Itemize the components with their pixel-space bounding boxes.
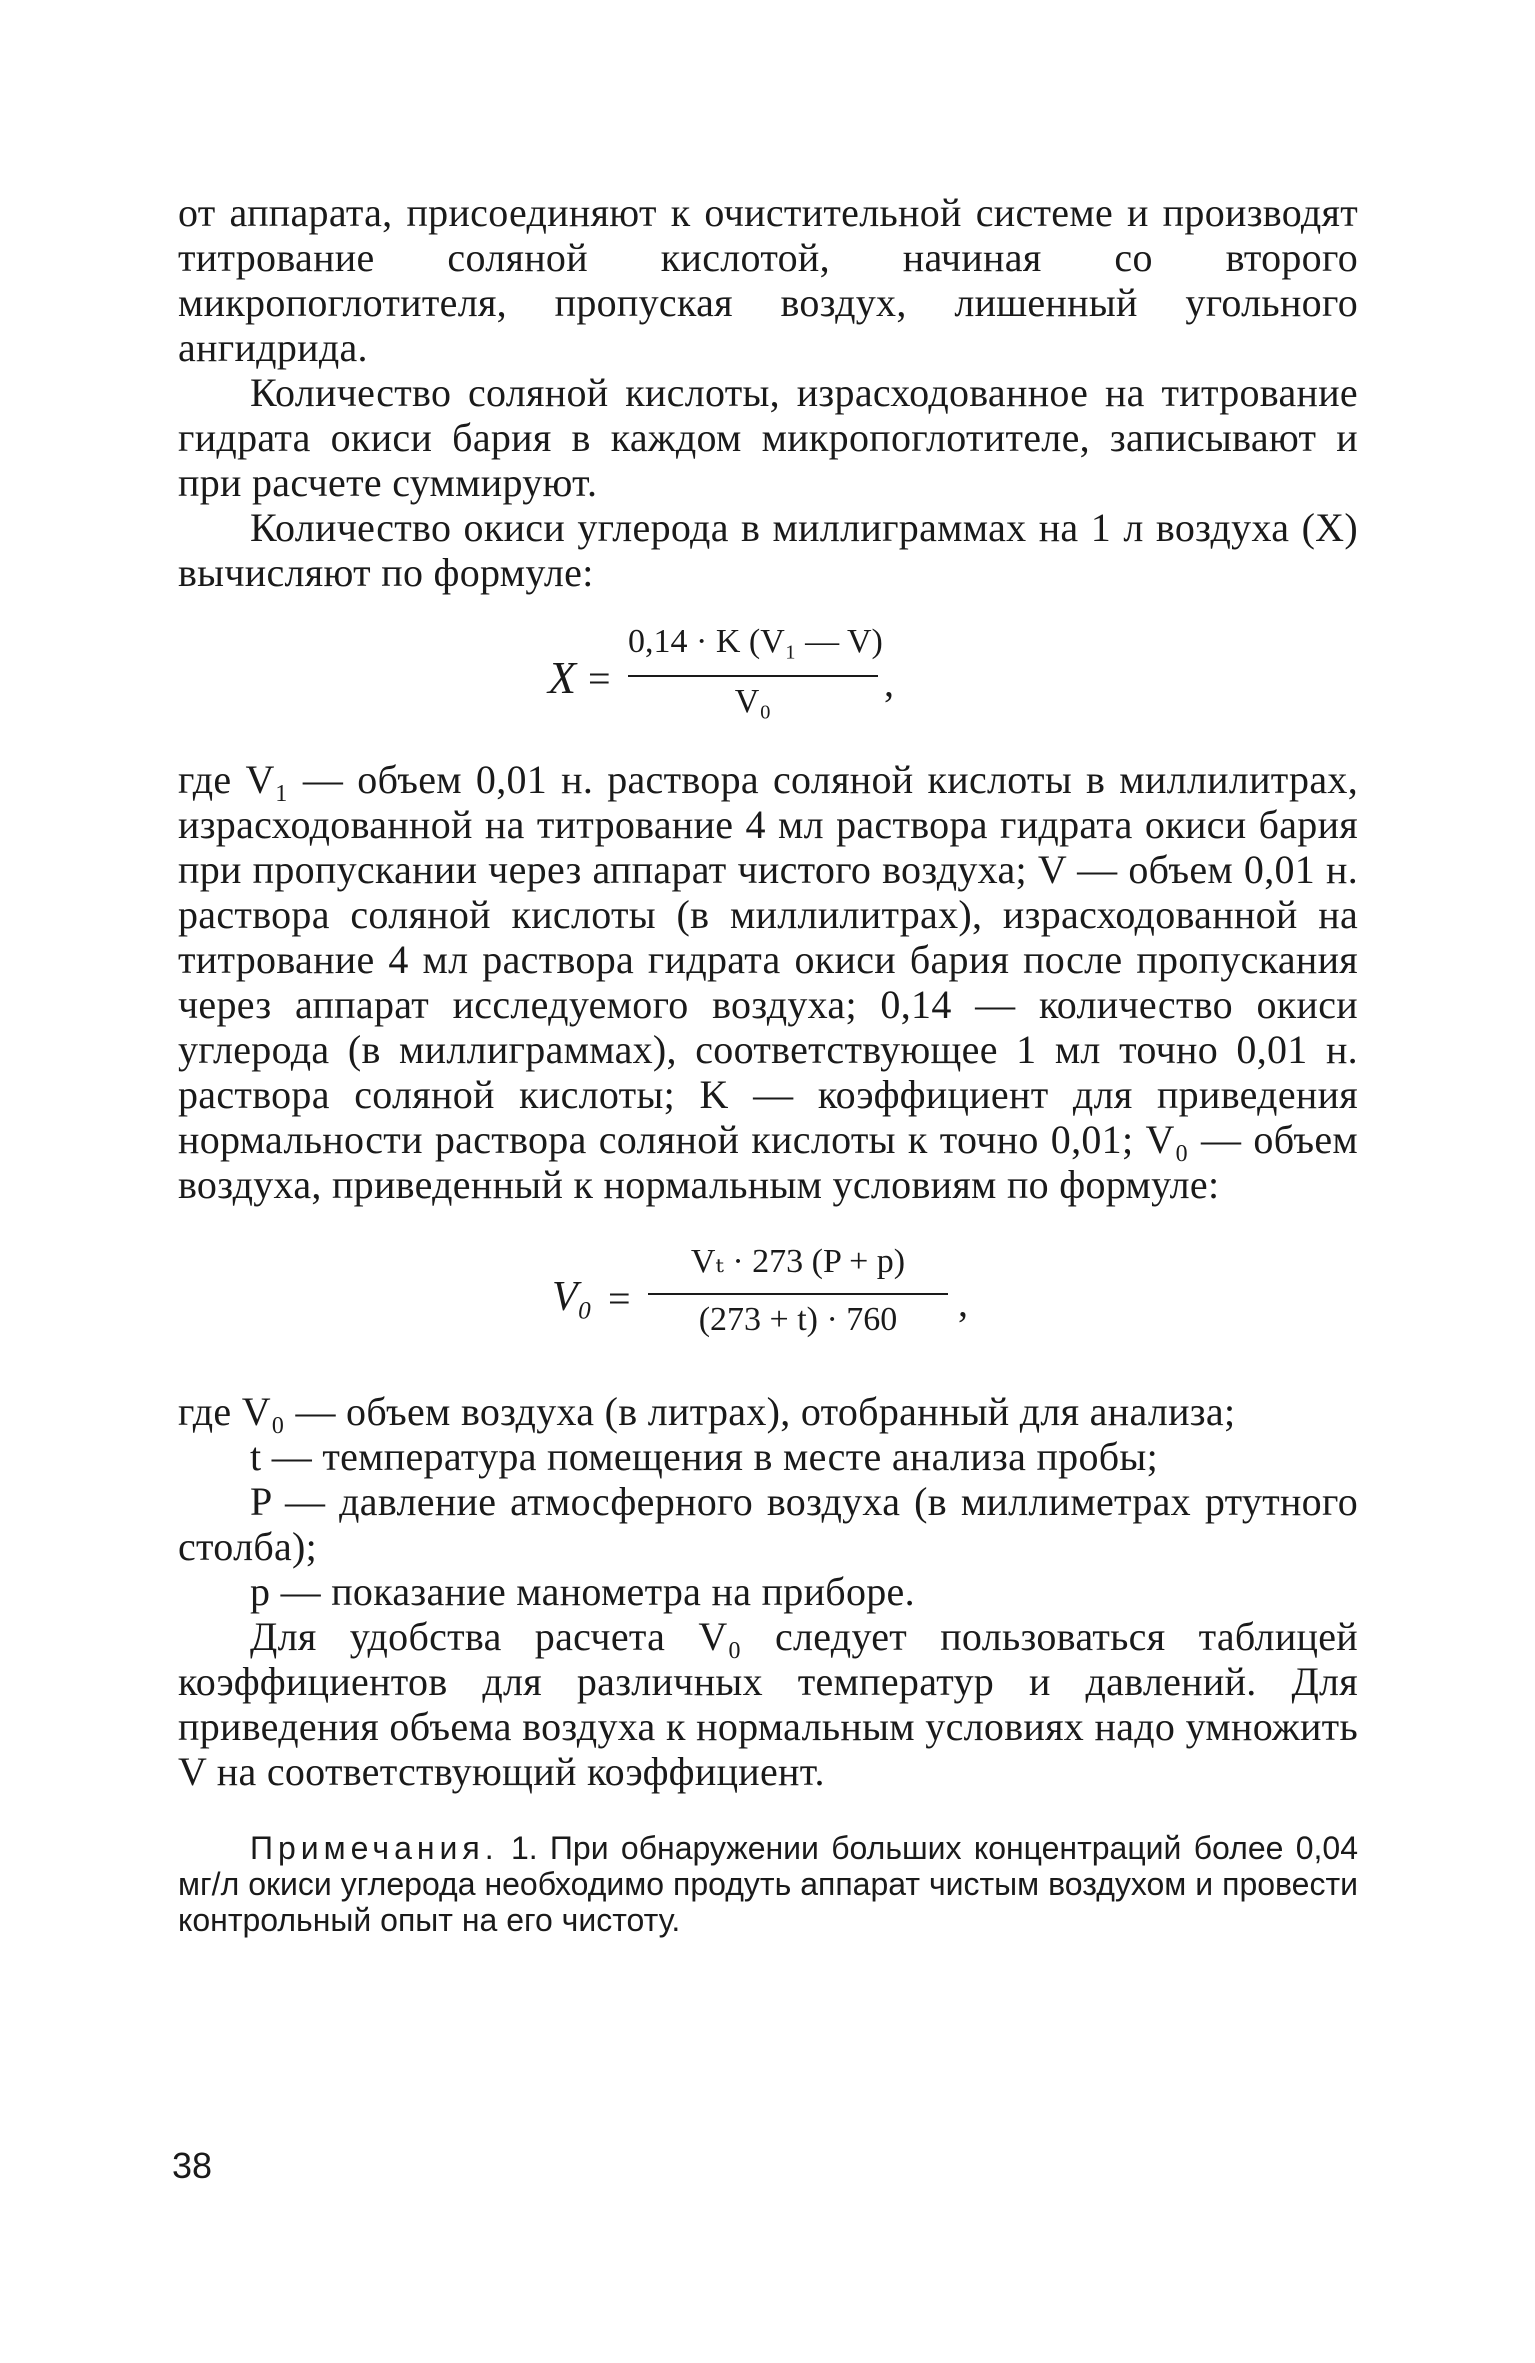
formula-x-fraction-bar xyxy=(628,675,878,677)
paragraph-9: Для удобства расчета V₀ следует пользоваться таблицей коэффициентов для различных температур и давлений. Для приведения объема воздуха к нормальным условиях надо умножить V на соответствующий коэффициент. xyxy=(178,1614,1358,1794)
paragraph-2: Количество соляной кислоты, израсходованное на титрование гидрата окиси бария в каждом микропоглотителе, записывают и при расчете суммируют. xyxy=(178,370,1358,505)
formula-v0-lhs: V₀ xyxy=(552,1274,593,1320)
formula-v0-numerator: Vₜ · 273 (P + p) xyxy=(690,1243,906,1280)
formula-x-denominator: V₀ xyxy=(734,683,772,720)
formula-v0-comma: , xyxy=(958,1280,968,1325)
footnote-label: Примечания. xyxy=(250,1830,499,1866)
footnote xyxy=(178,1830,1358,1938)
definition-v0: где V₀ — объем воздуха (в литрах), отобранный для анализа; xyxy=(178,1389,1236,1434)
footnote-text: 1. При обнаружении больших концентраций более 0,04 мг/л окиси углерода необходимо продуть аппарат чистым воздухом и провести контрольный опыт на его чистоту. xyxy=(178,1830,1358,1938)
page-body xyxy=(178,190,1358,1970)
formula-x-equals: = xyxy=(588,656,611,701)
paragraph-1: от аппарата, присоединяют к очистительной системе и производят титрование соляной кислотой, начиная со второго микропоглотителя, пропуская воздух, лишенный угольного ангидрида. xyxy=(178,190,1358,370)
formula-v0-denominator: (273 + t) · 760 xyxy=(698,1301,898,1338)
formula-v0-fraction-bar xyxy=(648,1293,948,1295)
formula-x-comma: , xyxy=(884,660,894,705)
definition-p-upper: P — давление атмосферного воздуха (в миллиметрах ртутного столба); xyxy=(178,1479,1358,1569)
formula-v0-equals: = xyxy=(608,1276,631,1321)
formula-x xyxy=(178,615,1358,733)
definition-p-lower: p — показание манометра на приборе. xyxy=(250,1569,915,1614)
formula-v0 xyxy=(178,1235,1358,1365)
formula-x-lhs: X xyxy=(548,652,577,703)
paragraph-3: Количество окиси углерода в миллиграммах на 1 л воздуха (X) вычисляют по формуле: xyxy=(178,505,1358,595)
formula-x-numerator: 0,14 · K (V₁ — V) xyxy=(628,623,883,660)
paragraph-4: где V₁ — объем 0,01 н. раствора соляной кислоты в миллилитрах, израсходованной на титрование 4 мл раствора гидрата окиси бария при пропускании через аппарат чистого воздуха; V — объем 0,01 н. раствора соляной кислоты (в миллилитрах), израсходованной на титрование 4 мл раствора гидрата окиси бария после пропускания через аппарат исследуемого воздуха; 0,14 — количество окиси углерода (в миллиграммах), соответствующее 1 мл точно 0,01 н. раствора соляной кислоты; K — коэффициент для приведения нормальности раствора соляной кислоты к точно 0,01; V₀ — объем воздуха, приведенный к нормальным условиям по формуле: xyxy=(178,757,1358,1207)
page-number: 38 xyxy=(172,2145,213,2186)
definition-t: t — температура помещения в месте анализа пробы; xyxy=(250,1434,1158,1479)
variable-definitions xyxy=(178,1389,1358,1614)
